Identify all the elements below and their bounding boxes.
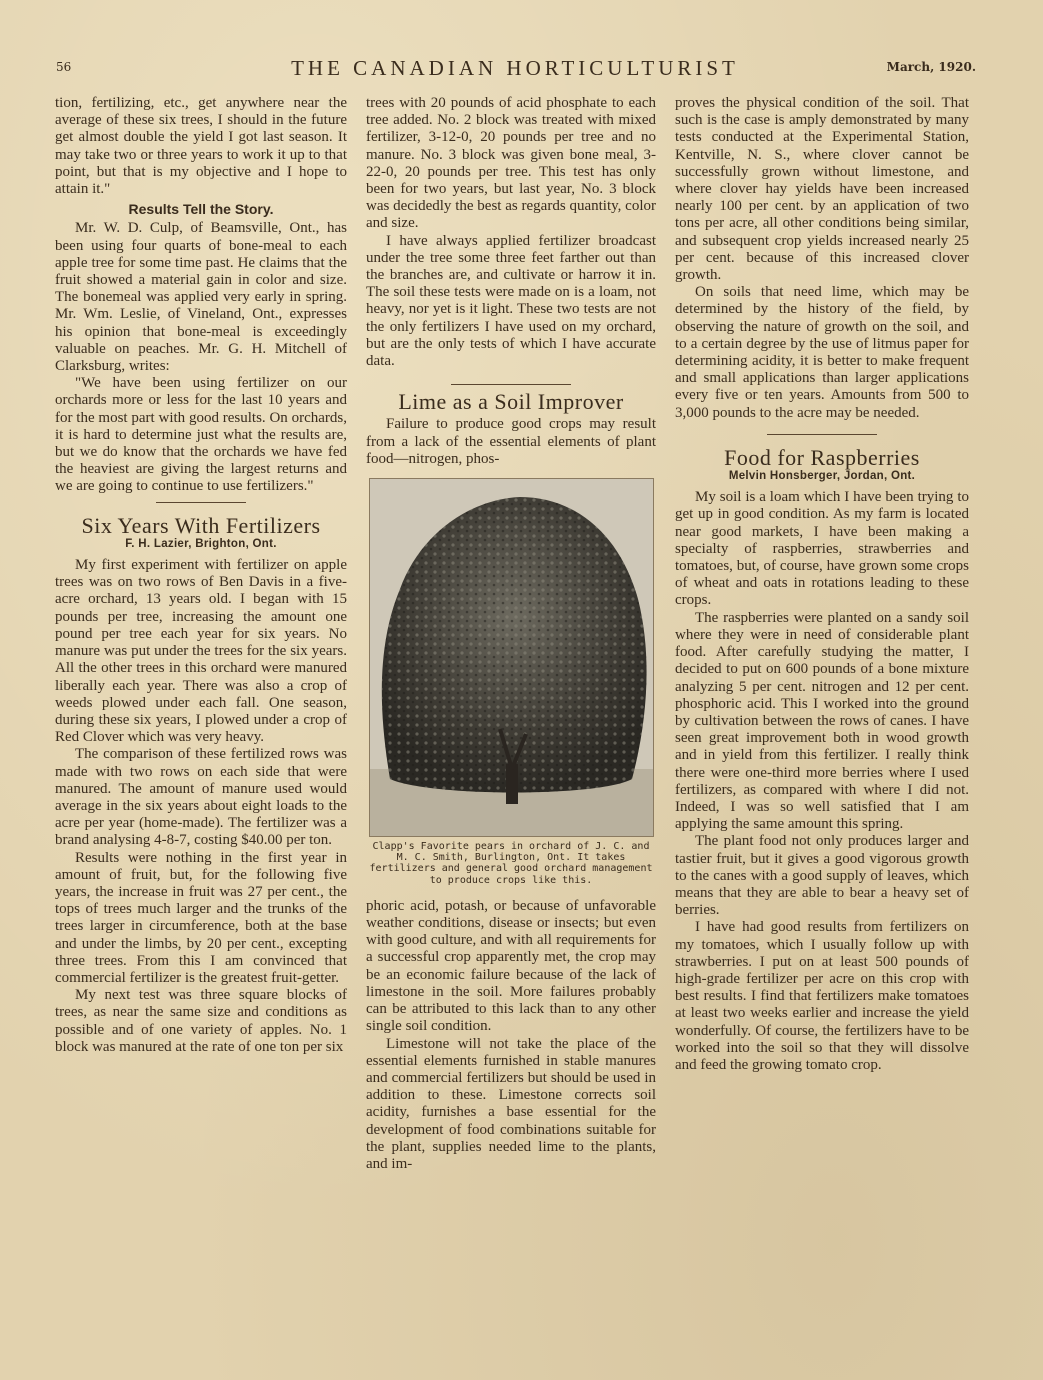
paragraph: Limestone will not take the place of the essential elements furnished in stable manures and commercial fertilizers but should be used in addition to these. Limestone corrects soil acidity, furnishes a base essential for the development of food combinations suitable for the plant, supplies needed lime to the plants, and im- — [366, 1035, 656, 1172]
paragraph: The plant food not only produces larger and tastier fruit, but it gives a good vigorous growth to the canes with a good supply of leaves, which means that they are able to bear a heavy set of berries. — [675, 833, 969, 919]
paragraph: The comparison of these fertilized rows was made with two rows on each side that were manured. The amount of manure used would average in the six years about eight loads to the acre per year (home-made). The fertilizer was a brand analysing 4-8-7, costing $40.00 per ton. — [55, 746, 347, 849]
paragraph: Results were nothing in the first year in amount of fruit, but, for the following five years, the increase in fruit was 27 per cent., the tops of trees much larger and the trunks of the trees larger in circumference, both at the base and under the limbs, by 20 per cent., excepting three trees. From this I am convinced that commercial fertilizer is the greatest fruit-getter. — [55, 849, 347, 986]
paragraph: I have had good results from fertilizers on my tomatoes, which I usually follow up with strawberries. I put on at least 500 pounds of high-grade fertilizer per acre on this crop with best results. I find that fertilizers make tomatoes at least two weeks earlier and increase the yield wonderfully. Of course, the fertilizers have to be worked into the soil so that they will dissolve and feed the growing tomato crop. — [675, 919, 969, 1073]
paragraph: The raspberries were planted on a sandy soil where they were in need of considerable plant food. After carefully studying the matter, I decided to put on 600 pounds of a bone mixture analyzing 5 per cent. nitrogen and 12 per cent. phosphoric acid. This I worked into the ground by cultivation between the rows of canes. I have seen great improvement both in wood growth and in yield from this fertilizer. I really think there were one-third more berries where I used fertilizers, as compared with where I did not. Indeed, I was so well satisfied that I am applying the same amount this spring. — [675, 609, 969, 833]
divider-rule — [451, 384, 571, 385]
article-byline: Melvin Honsberger, Jordan, Ont. — [728, 470, 916, 483]
paragraph-continued: trees with 20 pounds of acid phosphate to each tree added. No. 2 block was treated with mixed fertilizer, 3-12-0, 20 pounds per tree and no manure. No. 3 block was given bone meal, 3-22-0, 20 pounds per tree. This test has only been for two years, but last year, No. 3 block was decidedly the best as regards quantity, color and size. — [366, 95, 656, 232]
paragraph: My first experiment with fertilizer on apple trees was on two rows of Ben Davis in a five-acre orchard, 13 years old. I began with 15 pounds per tree, increasing the amount one pound per tree each year for six years. No manure was put under the trees for the six years. All the other trees in this orchard were manured liberally each year. There was also a crop of weeds plowed under each fall. One season, during these six years, I plowed under a crop of Red Clover which was very heavy. — [55, 557, 347, 746]
article-byline: F. H. Lazier, Brighton, Ont. — [125, 537, 277, 550]
paragraph: My next test was three square blocks of trees, as near the same size and conditions as possible and of one variety of apples. No. 1 block was manured at the rate of one ton per six — [55, 987, 347, 1055]
column-1 — [55, 95, 347, 1056]
paragraph: "We have been using fertilizer on our orchards more or less for the last 10 years and for the most part with good results. On orchards, it is hard to determine just what the results are, but we do know that the orchards we have fed the heaviest are giving the largest returns and we are going to continue to use fertilizers." — [55, 375, 347, 495]
column-3 — [675, 95, 969, 1074]
photo-caption: Clapp's Favorite pears in orchard of J. C. and M. C. Smith, Burlington, Ont. It takes fertilizers and general good orchard management to produce crops like this. — [369, 841, 653, 886]
paragraph: On soils that need lime, which may be determined by the history of the field, by observing the nature of growth on the soil, and to a certain degree by the use of litmus paper for determining acidity, it is better to make frequent and small applications than larger applications every five or ten years. Amounts from 500 to 3,000 pounds to the acre may be needed. — [675, 284, 969, 421]
paragraph-continued: proves the physical condition of the soil. That such is the case is amply demonstrated by many tests conducted at the Experimental Station, Kentville, N. S., where clover cannot be successfully grown without limestone, and where clover hay yields have been increased nearly 100 per cent. by an application of two tons per acre, all other conditions being similar, and subsequent crop yields increased nearly 25 per cent. because of this increased clover growth. — [675, 95, 969, 284]
issue-date: March, 1920. — [886, 60, 976, 74]
paragraph: My soil is a loam which I have been trying to get up in good condition. As my farm is located near good markets, I have been making a specialty of raspberries, strawberries and tomatoes, but, of course, have grown some crops of wheat and oats in rotations leading to these crops. — [675, 489, 969, 609]
journal-title: THE CANADIAN HORTICULTURIST — [291, 56, 739, 80]
article-headline: Six Years With Fertilizers — [81, 512, 321, 538]
paragraph-continued: tion, fertilizing, etc., get anywhere near the average of these six trees, I should in the future get almost double the yield I got last season. It may take two or three years to work it up to that point, but that is my objective and I hope to attain it." — [55, 95, 347, 198]
section-subhead: Results Tell the Story. — [128, 201, 274, 218]
paragraph: Failure to produce good crops may result from a lack of the essential elements of plant food—nitrogen, phos- — [366, 416, 656, 467]
article-headline: Food for Raspberries — [724, 444, 920, 470]
paragraph: Mr. W. D. Culp, of Beamsville, Ont., has been using four quarts of bone-meal to each apple tree for some time past. He claims that the fruit showed a material gain in color and size. The bonemeal was applied very early in spring. Mr. Wm. Leslie, of Vineland, Ont., expresses his opinion that bone-meal is exceedingly valuable on peaches. Mr. G. H. Mitchell of Clarksburg, writes: — [55, 220, 347, 375]
paragraph-continued: phoric acid, potash, or because of unfavorable weather conditions, disease or insects; but even with good culture, and with all requirements for a successful crop apparently met, the crop may be an economic failure because of the lack of limestone in the soil. More failures probably can be attributed to this lack than to any other single soil condition. — [366, 897, 656, 1035]
column-2 — [366, 95, 656, 1173]
paragraph: I have always applied fertilizer broadcast under the tree some three feet farther out than the branches are, and cultivate or harrow it in. The soil these tests were made on is a loam, not heavy, nor yet is it light. These two tests are not the only fertilizers I have used on my orchard, but are the only tests of which I have accurate data. — [366, 232, 656, 370]
pear-tree-photo — [369, 478, 654, 837]
divider-rule — [767, 434, 877, 435]
pear-tree-illustration — [370, 479, 653, 836]
article-headline: Lime as a Soil Improver — [398, 389, 624, 415]
page-number: 56 — [56, 60, 72, 74]
divider-rule — [156, 502, 246, 503]
page-header — [50, 56, 980, 86]
